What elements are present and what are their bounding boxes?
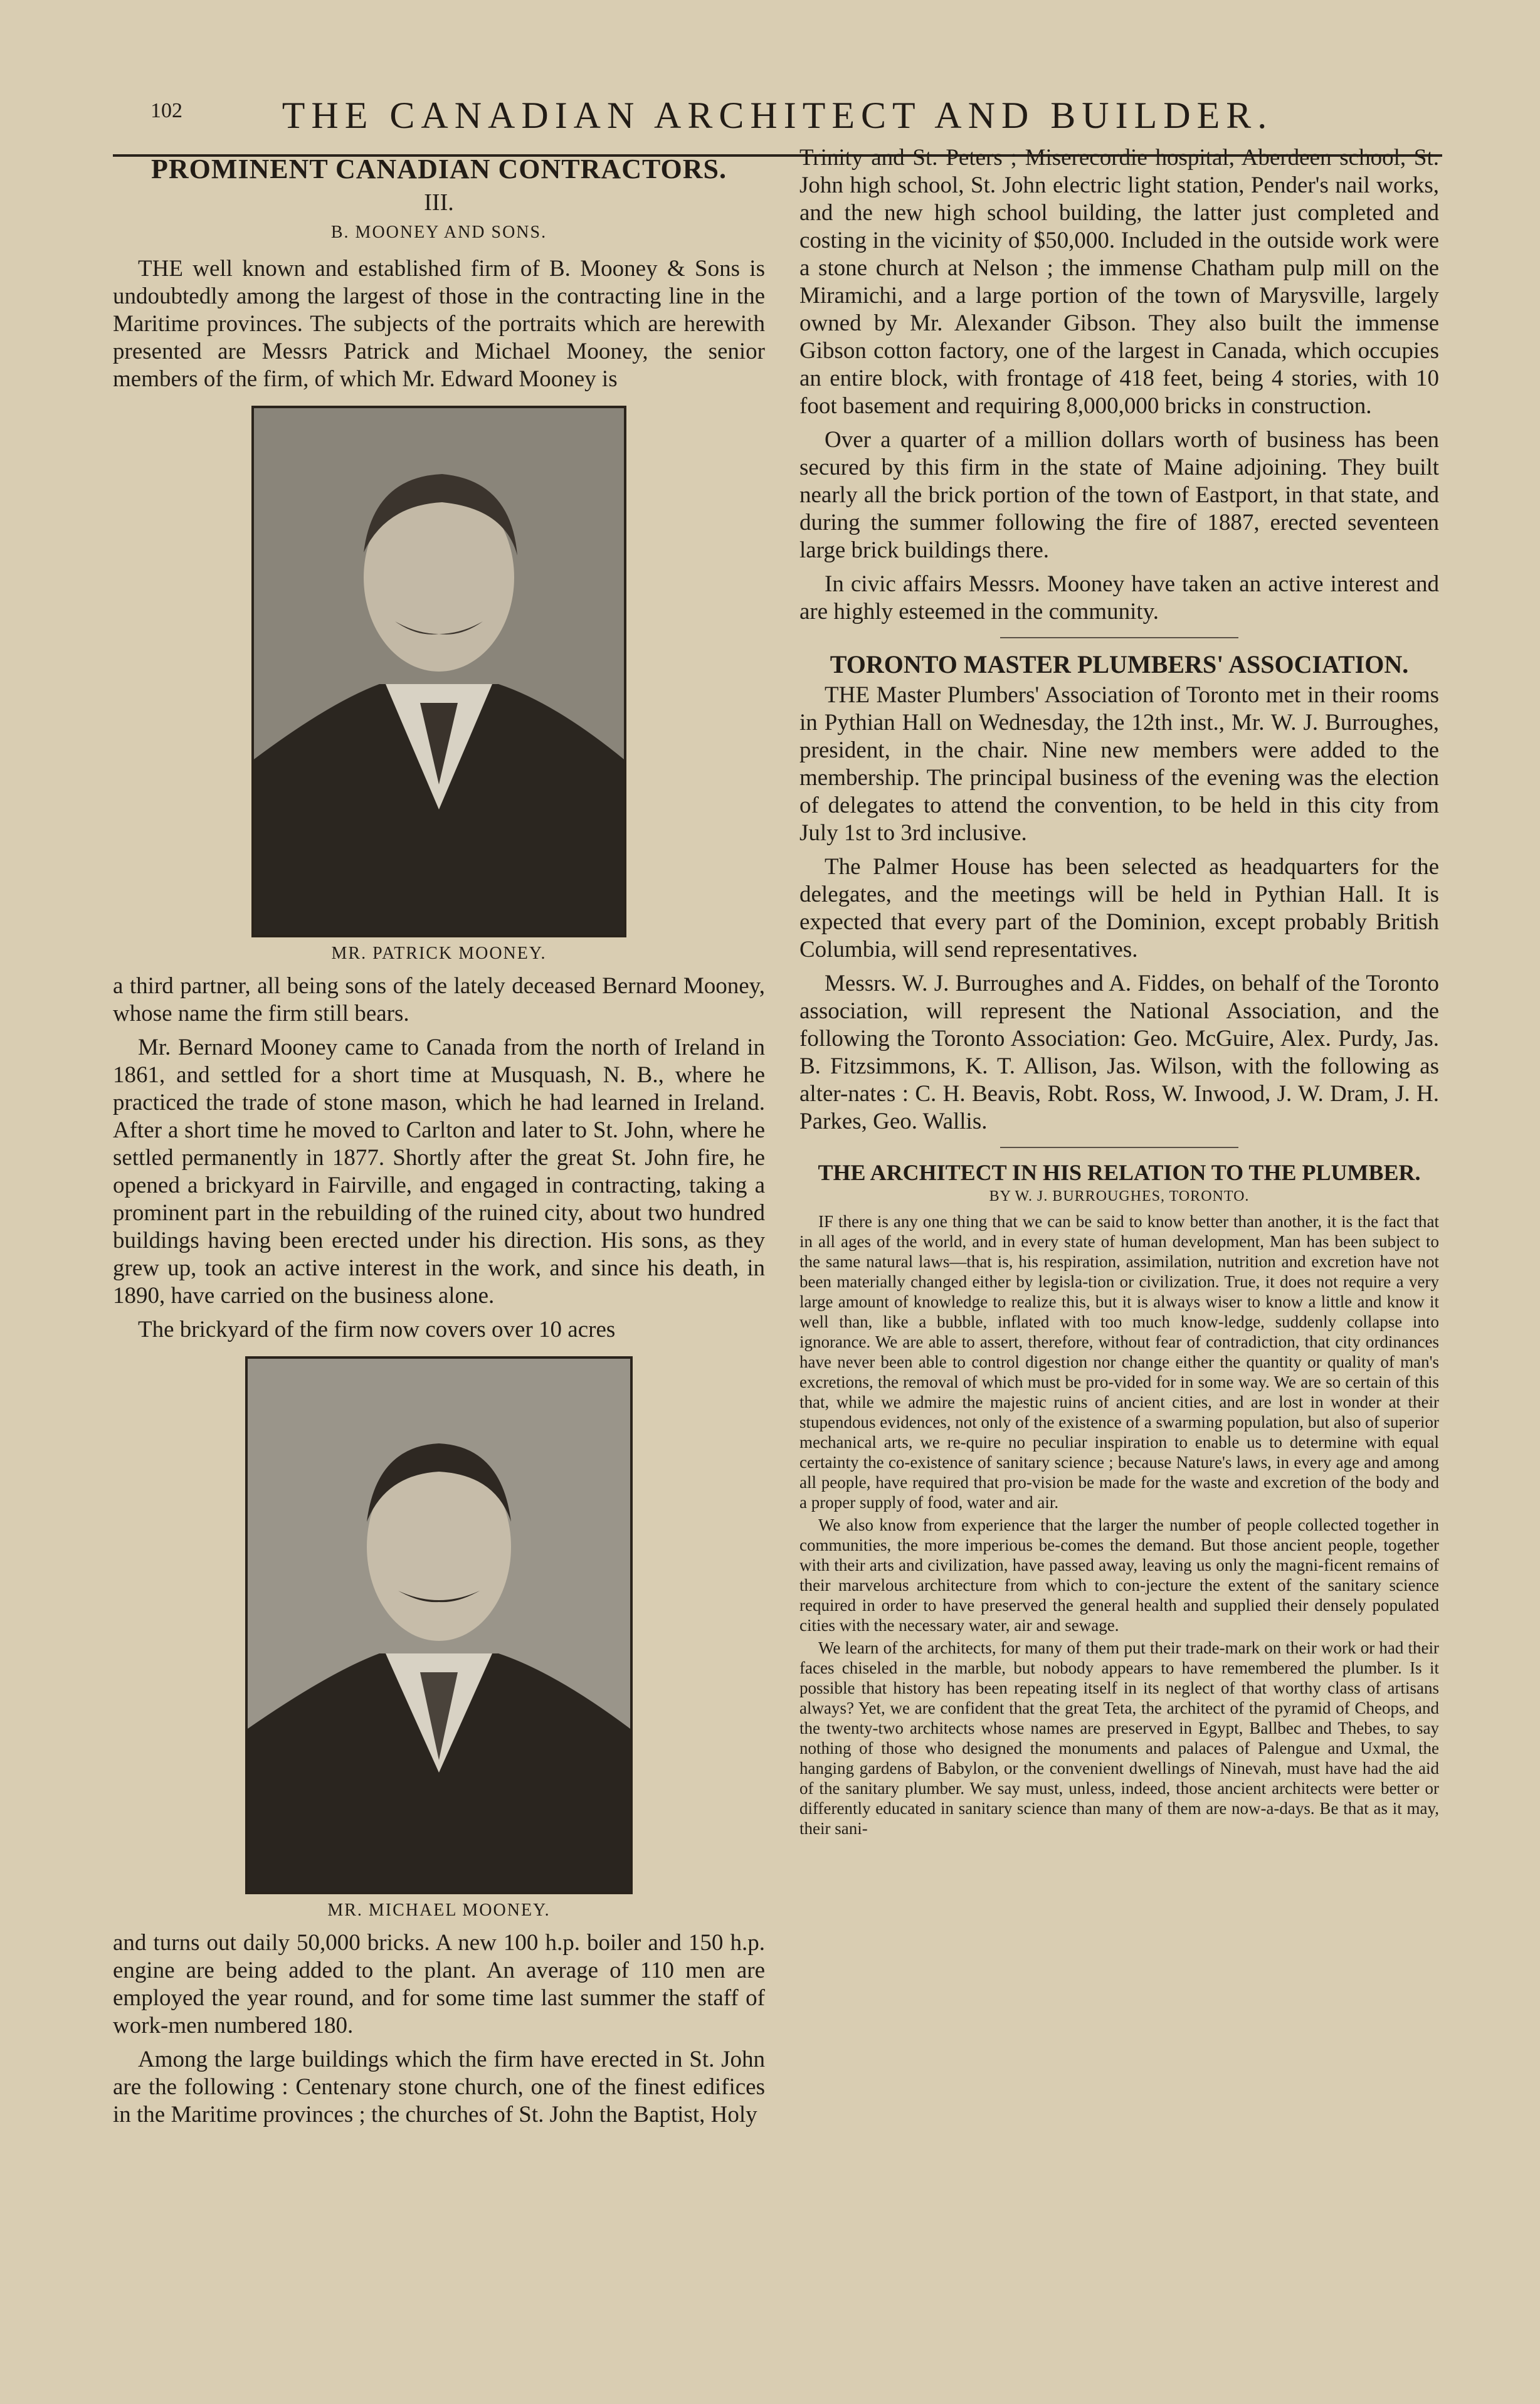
article-paragraph: THE Master Plumbers' Association of Toronto met in their rooms in Pythian Hall on Wednesday, the 12th inst., Mr. W. J. Burroughes, president, in the chair. Nine new members were added to the membership. The principal business of the evening was the election of delegates to attend the convention, to be held in this city from July 1st to 3rd inclusive. — [799, 682, 1439, 846]
portrait-figure — [113, 406, 765, 964]
article-paragraph: Trinity and St. Peters ; Miserecordie hospital, Aberdeen school, St. John high school, St. John electric light station, Pender's nail works, and the new high school building, the latter just completed and costing in the vicinity of $50,000. Included in the outside work were a stone church at Nelson ; the immense Chatham pulp mill on the Miramichi, and a large portion of the town of Marysville, largely owned by Mr. Alexander Gibson. They also built the immense Gibson cotton factory, one of the largest in Canada, which occupies an entire block, with frontage of 418 feet, being 4 stories, with 10 foot basement and requiring 8,000,000 bricks in construction. — [799, 145, 1439, 419]
article-paragraph: and turns out daily 50,000 bricks. A new 100 h.p. boiler and 150 h.p. engine are being added to the plant. An average of 110 men are employed the year round, and for some time last summer the staff of work-men numbered 180. — [113, 1930, 765, 2038]
article-title: TORONTO MASTER PLUMBERS' ASSOCIATION. — [830, 650, 1409, 678]
section-divider — [1000, 1147, 1238, 1148]
running-title: THE CANADIAN ARCHITECT AND BUILDER. — [282, 95, 1274, 136]
article-paragraph: We learn of the architects, for many of them put their trade-mark on their work or had their faces chiseled in the marble, but nobody appears to have remembered the plumber. Is it possible that history has been repeating itself in its neglect of that worthy class of artisans always? Yet, we are confident that the great Teta, the architect of the pyramid of Cheops, and the twenty-two architects whose names are preserved in Egypt, Ballbec and Thebes, to say nothing of those who designed the monuments and palaces of Palengue and Uxmal, the hanging gardens of Babylon, or the convenient dwellings of Ninevah, must have had the aid of the sanitary plumber. We say must, unless, indeed, those ancient architects were better or differently educated in sanitary science than many of them are now-a-days. Be that as it may, their sani- — [799, 1638, 1439, 1838]
article-paragraph: We also know from experience that the larger the number of people collected together in communities, the more imperious be-comes the demand. But those ancient people, together with their arts and civilization, have passed away, leaving us only the magni-ficent remains of their marvelous architecture from which to con-jecture the extent of the sanitary science required in order to have preserved the general health and supplied their densely populated cities with the necessary water, air and sewage. — [799, 1516, 1439, 1635]
portrait-photo-patrick-mooney — [251, 406, 626, 937]
article-paragraph: In civic affairs Messrs. Mooney have taken an active interest and are highly esteemed in the community. — [799, 571, 1439, 625]
portrait-caption: MR. PATRICK MOONEY. — [331, 944, 547, 963]
article-paragraph: Mr. Bernard Mooney came to Canada from the north of Ireland in 1861, and settled for a short time at Musquash, N. B., where he practiced the trade of stone mason, which he had learned in Ireland. After a short time he moved to Carlton and later to St. John, where he settled permanently in 1877. Shortly after the great St. John fire, he opened a brickyard in Fairville, and engaged in contracting, taking a prominent part in the rebuilding of the ruined city, about two hundred buildings having been erected under his direction. His sons, as they grew up, took an active interest in the work, and since his death, in 1890, have carried on the business alone. — [113, 1035, 765, 1309]
article-paragraph: The Palmer House has been selected as headquarters for the delegates, and the meetings will be held in Pythian Hall. It is expected that every part of the Dominion, except probably British Columbia, will send representatives. — [799, 854, 1439, 962]
article-paragraph: Among the large buildings which the firm have erected in St. John are the following : Centenary stone church, one of the finest edifices in the Maritime provinces ; the churches of St. John the Baptist, Holy — [113, 2047, 765, 2127]
article-paragraph: The brickyard of the firm now covers over 10 acres — [138, 1317, 616, 1342]
article-title: THE ARCHITECT IN HIS RELATION TO THE PLUMBER. — [818, 1160, 1421, 1185]
page-number: 102 — [150, 99, 182, 122]
article-byline: BY W. J. BURROUGHES, TORONTO. — [989, 1188, 1250, 1205]
section-divider — [1000, 637, 1238, 638]
left-column — [113, 144, 765, 2135]
article-paragraph: Messrs. W. J. Burroughes and A. Fiddes, on behalf of the Toronto association, will represent the National Association, and the following the Toronto Association: Geo. McGuire, Alex. Purdy, Jas. B. Fitzsimmons, K. T. Allison, Jas. Wilson, with the following as alter-nates : C. H. Beavis, Robt. Ross, W. Inwood, J. W. Dram, J. H. Parkes, Geo. Wallis. — [799, 971, 1439, 1134]
portrait-figure — [113, 1356, 765, 1921]
article-paragraph: IF there is any one thing that we can be said to know better than another, it is the fact that in all ages of the world, and in every state of human development, Man has been subject to the same natural laws—that is, his respiration, assimilation, nutrition and excretion have not been materially changed either by legisla-tion or civilization. True, it does not require a very large amount of knowledge to realize this, but it is always wiser to know a little and know it well than, like a bubble, inflated with too much know-ledge, suddenly collapse into ignorance. We are able to assert, therefore, without fear of contradiction, that city ordinances have never been able to control digestion nor change either the quantity or quality of man's excretions, the removal of which must be pro-vided for in some way. We are so certain of this that, while we admire the majestic ruins of ancient cities, and are lost in wonder at their stupendous evidences, not only of the existence of a swarming population, but also of superior mechanical arts, we re-quire no peculiar inspiration to enable us to determine with equal certainty the co-existence of sanitary science ; because Nature's laws, in every age and among all people, have required that pro-vision be made for the waste and excretion of the body and a proper supply of food, water and air. — [799, 1212, 1439, 1512]
article-subtitle: B. MOONEY AND SONS. — [330, 223, 547, 242]
portrait-photo-michael-mooney — [245, 1356, 633, 1894]
series-number: III. — [424, 189, 454, 216]
right-column — [799, 144, 1439, 1841]
article-paragraph: Over a quarter of a million dollars worth of business has been secured by this firm in the state of Maine adjoining. They built nearly all the brick portion of the town of Eastport, in that state, and during the summer following the fire of 1887, erected seventeen large brick buildings there. — [799, 427, 1439, 563]
article-paragraph: THE well known and established firm of B. Mooney & Sons is undoubtedly among the largest of those in the contracting line in the Maritime provinces. The subjects of the portraits which are herewith presented are Messrs Patrick and Michael Mooney, the senior members of the firm, of which Mr. Edward Mooney is — [113, 256, 765, 392]
portrait-caption: MR. MICHAEL MOONEY. — [327, 1901, 551, 1920]
article-title: PROMINENT CANADIAN CONTRACTORS. — [150, 154, 727, 184]
article-paragraph: a third partner, all being sons of the lately deceased Bernard Mooney, whose name the firm still bears. — [113, 973, 765, 1026]
